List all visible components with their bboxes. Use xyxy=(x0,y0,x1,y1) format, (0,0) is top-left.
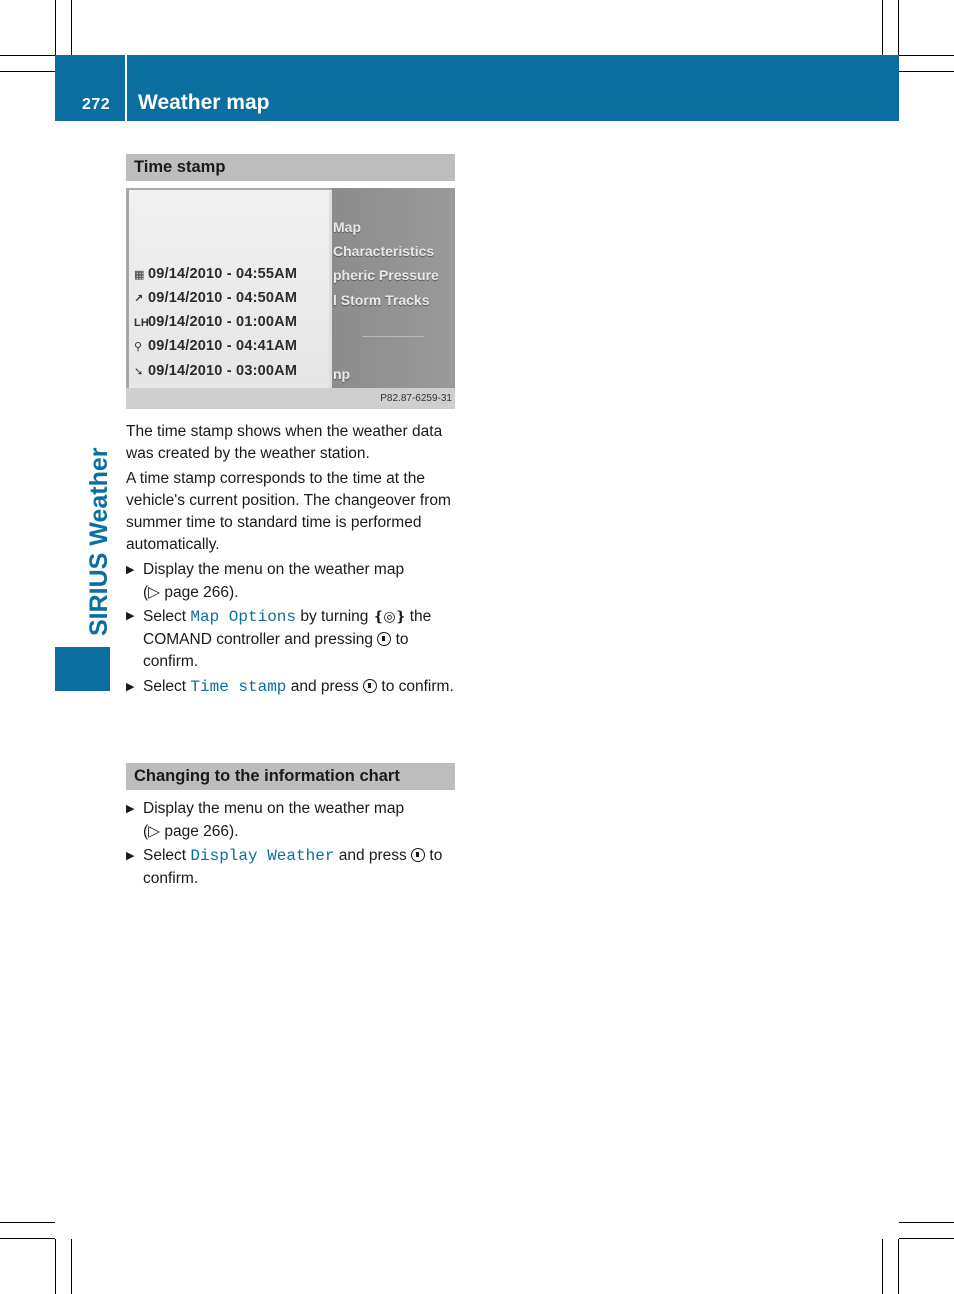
controller-press-icon xyxy=(411,848,425,862)
wind-arrow-icon: ➘ xyxy=(134,366,144,378)
instruction-step xyxy=(126,845,466,890)
step-text: Select xyxy=(143,678,191,695)
timestamp-row xyxy=(134,363,297,385)
step-text: and press xyxy=(286,678,364,695)
bullet-arrow-icon: ▶ xyxy=(126,610,135,622)
bullet-arrow-icon: ▶ xyxy=(126,803,135,815)
menu-item: Characteristics xyxy=(333,243,435,259)
crop-mark xyxy=(899,1222,954,1223)
step-text: Select xyxy=(143,847,191,864)
step-text: Display the menu on the weather map xyxy=(143,800,405,817)
page-reference: (▷ page 266). xyxy=(143,583,239,601)
timestamp-row xyxy=(134,266,297,288)
section-heading-information-chart: Changing to the information chart xyxy=(126,763,455,790)
chapter-label: SIRIUS Weather xyxy=(85,447,113,636)
step-text: Display the menu on the weather map xyxy=(143,561,405,578)
crop-mark xyxy=(899,55,954,56)
timestamp-row xyxy=(134,290,297,312)
page-reference: (▷ page 266). xyxy=(143,822,239,840)
bullet-arrow-icon: ▶ xyxy=(126,564,135,576)
crop-mark xyxy=(899,1238,954,1239)
timestamp-text: 09/14/2010 - 04:55AM xyxy=(148,266,298,282)
timestamp-text: 09/14/2010 - 01:00AM xyxy=(148,314,298,330)
step-text: by turning xyxy=(296,608,373,625)
step-text: to confirm. xyxy=(377,678,454,695)
step-text: and press xyxy=(334,847,412,864)
menu-option-display-weather: Display Weather xyxy=(190,847,335,865)
page-number: 272 xyxy=(82,96,111,113)
crop-mark xyxy=(55,0,56,55)
crop-mark xyxy=(898,1239,899,1294)
crop-mark xyxy=(898,0,899,55)
page-title: Weather map xyxy=(138,91,270,114)
controller-turn-icon: ❴◎❵ xyxy=(372,608,406,624)
menu-item: pheric Pressure xyxy=(333,267,439,283)
timestamp-row xyxy=(134,314,297,336)
crop-mark xyxy=(71,0,72,55)
paragraph: The time stamp shows when the weather data was created by the weather station. xyxy=(126,423,443,462)
weather-grid-icon: ▦ xyxy=(134,269,145,281)
instruction-step xyxy=(126,676,466,699)
header-divider xyxy=(125,55,127,121)
menu-panel xyxy=(332,188,455,388)
step-text: to confirm. xyxy=(143,847,443,887)
bullet-arrow-icon: ▶ xyxy=(126,681,135,693)
paragraph: A time stamp corresponds to the time at the vehicle's current position. The changeover from summer time to standard time is performed automatically. xyxy=(126,470,451,553)
crop-mark xyxy=(882,1239,883,1294)
menu-option-map-options: Map Options xyxy=(190,608,297,626)
menu-item: np xyxy=(333,366,351,382)
menu-item: l Storm Tracks xyxy=(333,292,430,308)
crop-mark xyxy=(0,71,55,72)
crop-mark xyxy=(882,0,883,55)
screenshot-time-stamp xyxy=(126,188,455,409)
step-text: to confirm. xyxy=(143,630,409,670)
storm-track-icon: ↗ xyxy=(134,293,144,305)
crop-mark xyxy=(55,1239,56,1294)
crop-mark xyxy=(899,71,954,72)
timestamp-row xyxy=(134,338,297,360)
step-text: the COMAND controller and pressing xyxy=(143,608,432,648)
timestamp-text: 09/14/2010 - 04:50AM xyxy=(148,290,298,306)
instruction-step xyxy=(126,605,466,674)
menu-item: Map xyxy=(333,219,361,235)
image-code: P82.87-6259-31 xyxy=(380,393,452,404)
menu-option-time-stamp: Time stamp xyxy=(190,678,287,696)
crop-mark xyxy=(0,1222,55,1223)
controller-press-icon xyxy=(363,679,377,693)
instruction-step xyxy=(126,559,466,604)
chapter-tab xyxy=(55,647,110,691)
timestamp-text: 09/14/2010 - 04:41AM xyxy=(148,338,298,354)
bullet-arrow-icon: ▶ xyxy=(126,850,135,862)
magnifier-icon: ⚲ xyxy=(134,341,143,353)
crop-mark xyxy=(0,55,55,56)
pressure-icon: LH xyxy=(134,317,150,329)
section-heading-time-stamp: Time stamp xyxy=(126,154,455,181)
instruction-step xyxy=(126,798,466,843)
controller-press-icon xyxy=(377,632,391,646)
crop-mark xyxy=(71,1239,72,1294)
step-text: Select xyxy=(143,608,191,625)
timestamp-text: 09/14/2010 - 03:00AM xyxy=(148,363,298,379)
menu-divider xyxy=(362,336,424,337)
crop-mark xyxy=(0,1238,55,1239)
